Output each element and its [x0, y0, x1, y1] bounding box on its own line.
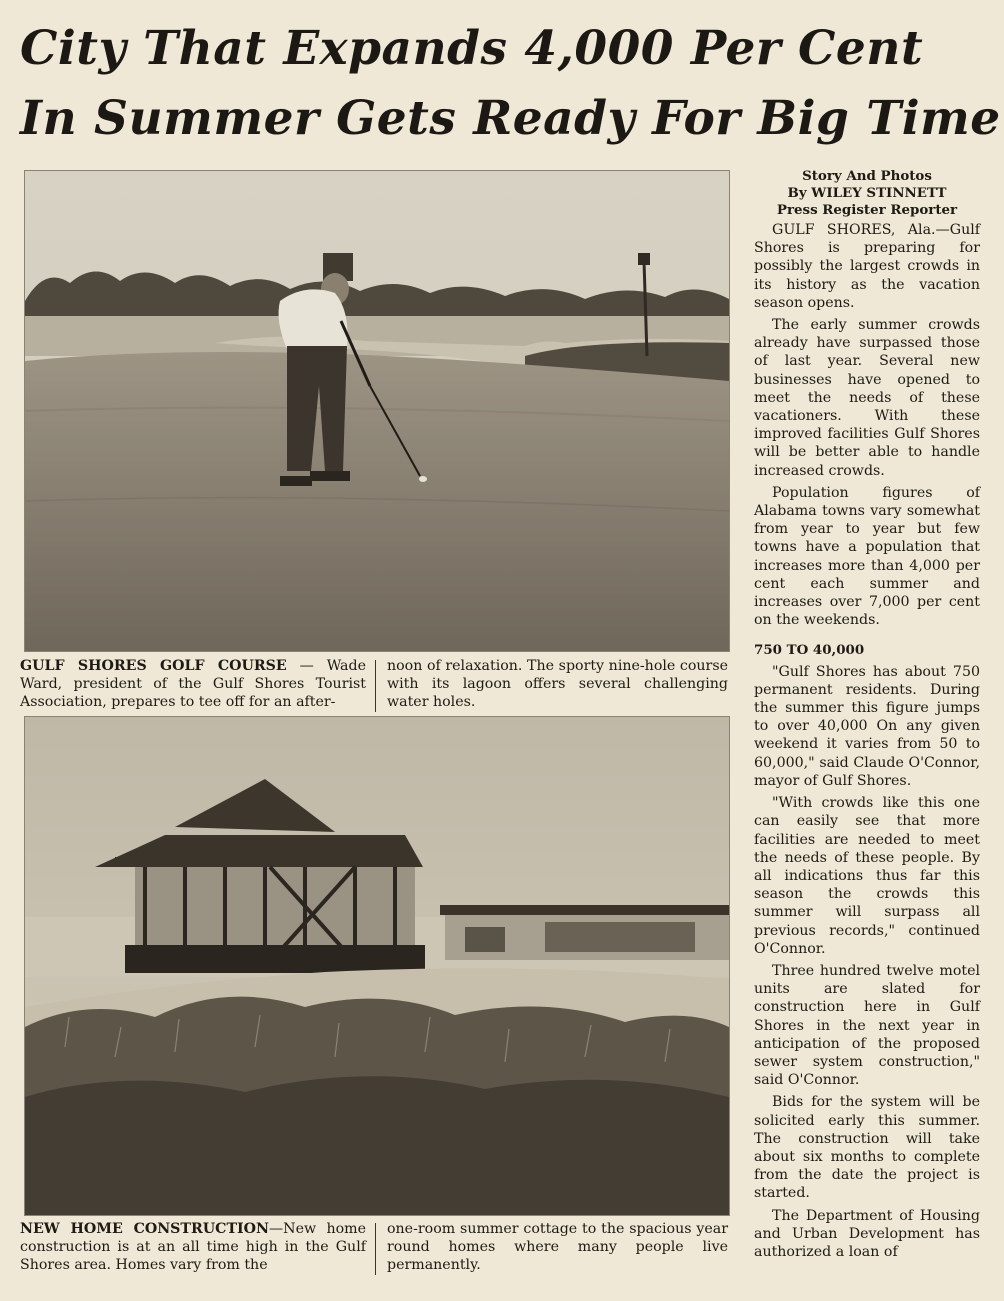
byline: [754, 168, 980, 219]
article-subhead: 750 TO 40,000: [754, 642, 865, 659]
caption-divider-2: [375, 1223, 376, 1275]
construction-photo-caption-col2: [387, 1220, 728, 1274]
byline-line-2: By WILEY STINNETT: [787, 185, 947, 201]
home-construction-photo: [24, 716, 730, 1216]
golf-caption-text-1: — Wade Ward, president of the Gulf Shores Tourist Association, prepares to tee off for an after-: [20, 658, 366, 710]
caption-divider: [375, 660, 376, 712]
golf-course-illustration: [25, 171, 729, 651]
article-paragraph-7: Bids for the system will be solicited early this summer. The construction will take about six months to complete from the date the project is started.: [754, 1094, 980, 1202]
article-paragraph-3: Population figures of Alabama towns vary somewhat from year to year but few towns have a population that increases more than 4,000 per cent each summer and increases over 7,000 per cent on the weekends.: [754, 484, 980, 629]
headline-line-1: City That Expands 4,000 Per Cent: [20, 21, 924, 76]
construction-caption-text-1: —New home construction is at an all time high in the Gulf Shores area. Homes vary from the: [20, 1221, 366, 1273]
golf-caption-label: GULF SHORES GOLF COURSE: [20, 658, 287, 674]
byline-line-1: Story And Photos: [802, 168, 932, 184]
golf-photo-caption-col1: [20, 657, 366, 711]
article-paragraph-6: Three hundred twelve motel units are slated for construction here in Gulf Shores in the next year in anticipation of the proposed sewer system construction," said O'Connor.: [754, 962, 980, 1089]
headline: [20, 14, 1001, 154]
headline-line-2: In Summer Gets Ready For Big Time: [20, 91, 1001, 146]
construction-caption-label: NEW HOME CONSTRUCTION: [20, 1221, 269, 1237]
construction-photo-caption-col1: [20, 1220, 366, 1274]
golf-caption-text-2: noon of relaxation. The sporty nine-hole course with its lagoon offers several challenging water holes.: [387, 658, 728, 710]
article-column: [754, 168, 980, 1265]
article-paragraph-8: The Department of Housing and Urban Development has authorized a loan of: [754, 1207, 980, 1260]
article-paragraph-2: The early summer crowds already have surpassed those of last year. Several new businesses have opened to meet the needs of these vacationers. With these improved facilities Gulf Shores will be better able to handle increased crowds.: [754, 317, 980, 479]
article-paragraph-5: "With crowds like this one can easily see that more facilities are needed to meet the needs of these people. By all indications thus far this season the crowds this summer will surpass all previous records," continued O'Connor.: [754, 795, 980, 957]
article-paragraph-1: GULF SHORES, Ala.—Gulf Shores is preparing for possibly the largest crowds in its history as the vacation season opens.: [754, 222, 980, 311]
article-paragraph-4: "Gulf Shores has about 750 permanent residents. During the summer this figure jumps to over 40,000 On any given weekend it varies from 50 to 60,000," said Claude O'Connor, mayor of Gulf Shores.: [754, 663, 980, 789]
byline-line-3: Press Register Reporter: [776, 202, 958, 218]
construction-caption-text-2: one-room summer cottage to the spacious year round homes where many people live permanently.: [387, 1221, 728, 1273]
golf-photo-caption-col2: [387, 657, 728, 711]
golf-course-photo: [24, 170, 730, 652]
home-construction-illustration: [25, 717, 729, 1215]
